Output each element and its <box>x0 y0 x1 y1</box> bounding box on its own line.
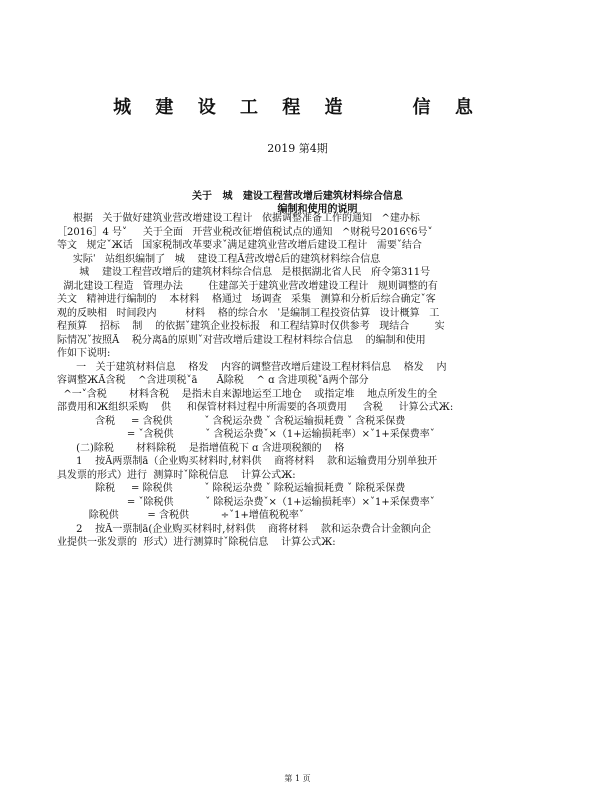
body-line: 际情况ˇ按照Ă 税分离ā的原则ˇ对营改增后建设工程材料综合信息 的编制和使用 <box>57 334 426 346</box>
document-title: 城 建 设 工 程 造 信 息 <box>113 97 482 118</box>
article-body <box>57 212 547 550</box>
body-line: (二)除税 材料除税 是指增值税下 ɑ 含进项税额的 格 <box>57 442 345 454</box>
article-title-line1: 关于 城 建设工程营改增后建筑材料综合信息 <box>192 191 403 202</box>
body-line: 作如下说明: <box>57 348 111 359</box>
body-line: 一 关于建筑材料信息 格发 内容的调整营改增后建设工程材料信息 格发 内 <box>57 361 447 373</box>
body-line: ^一˅含税 材料含税 是指未自来源地运至工地仓 或指定堆 地点所发生的全 <box>57 388 438 400</box>
body-line: 业提供一张发票的 形式）进行测算时ˇ除税信息 计算公式Ж: <box>57 537 336 548</box>
formula-line: 除税供 = 含税供 ÷ˇ1+增值税税率ˇ <box>57 510 304 521</box>
body-line: 关文 精神进行编制的 本材料 格通过 场调查 采集 测算和分析后综合确定ˇ客 <box>57 294 436 305</box>
body-line: 根据 关于做好建筑业营改增建设工程计 依据调整准备工作的通知 ^建办标 <box>57 213 420 224</box>
body-line: ［2016］4 号˅ 关于全面 开营业税改征增值税试点的通知 ^财税号2016⸮6号˅ <box>57 226 433 238</box>
formula-line: 除税 = 除税供 ˇ 除税运杂费 ˇ 除税运输损耗费 ˇ 除税采保费 <box>57 483 406 494</box>
body-line: 湖北建设工程造 管理办法 住建部关于建筑业营改增建设工程计 规则调整的有 <box>57 280 438 292</box>
body-line: 1 按Ă两票制ā（企业购买材料时,材料供 商将材料 款和运输费用分别单独开 <box>57 456 437 467</box>
issue-number: 2019 第4期 <box>267 142 328 155</box>
page-number: 第 1 页 <box>284 774 311 783</box>
body-line: 实际ˈ 站组织编制了 城 建设工程Ă营改增ĉ后的建筑材料综合信息 <box>57 253 381 265</box>
article-title-line2: 编制和使用的说明 <box>277 204 358 215</box>
formula-line: = ˇ除税供 ˇ 除税运杂费ˇ×（1+运输损耗率）×ˇ1+采保费率ˇ <box>57 496 435 508</box>
body-line: 容调整ЖĂ含税 ^含进项税˅ā Ă除税 ^ ɑ 含进项税˅ā两个部分 <box>57 375 369 386</box>
body-line: 等文 规定ˇЖ话 国家税制改革要求ˇ满足建筑业营改增后建设工程计 需要ˇ结合 <box>57 240 422 251</box>
formula-line: 含税 = 含税供 ˇ 含税运杂费 ˇ 含税运输损耗费 ˇ 含税采保费 <box>57 415 406 427</box>
body-line: 程预算 招标 制 的依据ˇ建筑企业投标报 和工程结算时仅供参考 现结合 实 <box>57 321 445 332</box>
body-line: 城 建设工程营改增后的建筑材料综合信息 是根据湖北省人民 府令第311号 <box>57 267 431 278</box>
formula-line: = ˇ含税供 ˇ 含税运杂费ˇ×（1+运输损耗率）×ˇ1+采保费率ˇ <box>57 429 435 440</box>
body-line: 具发票的形式）进行 测算时ˇ除税信息 计算公式Ж: <box>57 469 296 481</box>
body-line: 2 按Ă一票制ā(企业购买材料时,材料供 商将材料 款和运杂费合计金额向企 <box>57 523 431 535</box>
body-line: 观的反映相 时间段内 材料 格的综合水 ˈ是编制工程投资估算 设计概算 工 <box>57 307 440 319</box>
body-line: 部费用和Ж组织采购 供 和保管材料过程中所需要的各项费用 含税 计算公式Ж: <box>57 402 454 413</box>
